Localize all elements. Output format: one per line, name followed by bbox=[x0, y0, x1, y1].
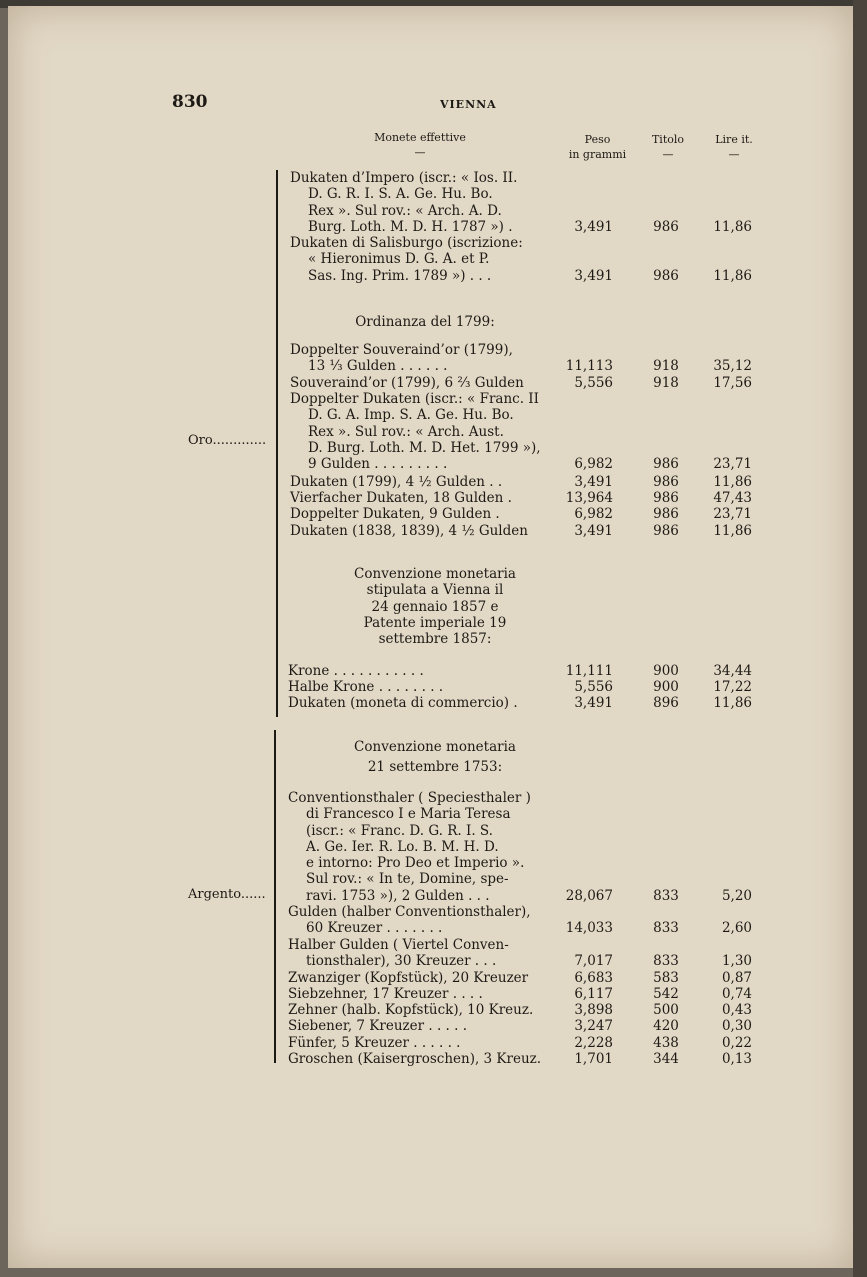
coin-description bbox=[288, 1035, 460, 1051]
coin-fineness: 986 bbox=[653, 456, 679, 473]
coin-value: 0,43 bbox=[721, 1002, 752, 1018]
coin-description bbox=[290, 391, 541, 472]
coin-fineness: 583 bbox=[653, 970, 679, 986]
coin-value: 17,22 bbox=[713, 679, 752, 695]
coin-weight: 14,033 bbox=[565, 920, 613, 937]
coin-fineness: 986 bbox=[653, 490, 679, 506]
group-gold-label: Oro............. bbox=[188, 433, 267, 448]
coin-weight: 5,556 bbox=[574, 679, 613, 695]
subhead-line: Convenzione monetaria bbox=[354, 739, 516, 755]
coin-value: 23,71 bbox=[713, 506, 752, 522]
coin-description-line: Halber Gulden ( Viertel Conven- bbox=[288, 937, 509, 953]
header-description-label: Monete effettive bbox=[374, 131, 466, 144]
header-weight bbox=[560, 132, 635, 162]
coin-weight: 5,556 bbox=[574, 375, 613, 391]
coin-weight: 6,117 bbox=[574, 986, 613, 1002]
coin-fineness: 986 bbox=[653, 523, 679, 539]
coin-description bbox=[288, 986, 483, 1002]
coin-fineness: 500 bbox=[653, 1002, 679, 1018]
group-silver-label: Argento...... bbox=[188, 887, 266, 902]
coin-value: 35,12 bbox=[713, 358, 752, 375]
coin-description-line: Vierfacher Dukaten, 18 Gulden . bbox=[290, 490, 512, 506]
coin-value: 0,13 bbox=[721, 1051, 752, 1067]
header-value bbox=[706, 132, 762, 162]
coin-description bbox=[288, 679, 443, 695]
coin-weight: 3,491 bbox=[574, 474, 613, 490]
coin-weight: 11,111 bbox=[565, 663, 613, 679]
coin-value: 0,22 bbox=[721, 1035, 752, 1051]
silver-brace bbox=[274, 730, 276, 1063]
coin-description-line: Fünfer, 5 Kreuzer . . . . . . bbox=[288, 1035, 461, 1051]
coin-fineness: 420 bbox=[653, 1018, 679, 1034]
coin-value: 2,60 bbox=[721, 920, 752, 937]
coin-description bbox=[290, 342, 513, 375]
subhead-line: stipulata a Vienna il bbox=[366, 582, 504, 599]
coin-fineness: 918 bbox=[653, 375, 679, 391]
coin-weight: 13,964 bbox=[565, 490, 613, 506]
coin-description bbox=[290, 235, 523, 284]
coin-fineness: 438 bbox=[653, 1035, 679, 1051]
coin-description bbox=[290, 490, 512, 506]
coin-weight: 6,683 bbox=[574, 970, 613, 986]
coin-description-line: 9 Gulden . . . . . . . . . bbox=[308, 456, 448, 473]
coin-description-line: « Hieronimus D. G. A. et P. bbox=[308, 251, 490, 268]
coin-fineness: 344 bbox=[653, 1051, 679, 1067]
coin-description-line: Gulden (halber Conventionsthaler), bbox=[288, 904, 531, 920]
coin-description-line: ravi. 1753 »), 2 Gulden . . . bbox=[306, 887, 490, 904]
coin-weight: 3,491 bbox=[574, 218, 613, 235]
coin-description-line: Rex ». Sul rov.: « Arch. Aust. bbox=[308, 423, 504, 440]
subhead-line: Convenzione monetaria bbox=[354, 566, 516, 582]
coin-fineness: 542 bbox=[653, 986, 679, 1002]
coin-description-line: Dukaten di Salisburgo (iscrizione: bbox=[290, 235, 523, 251]
coin-description bbox=[290, 375, 524, 391]
coin-value: 1,30 bbox=[721, 953, 752, 970]
coin-description-line: di Francesco I e Maria Teresa bbox=[306, 806, 511, 823]
coin-value: 47,43 bbox=[713, 490, 752, 506]
coin-fineness: 900 bbox=[653, 663, 679, 679]
coin-description-line: Dukaten (moneta di commercio) . bbox=[288, 695, 518, 711]
coin-fineness: 986 bbox=[653, 218, 679, 235]
coin-value: 11,86 bbox=[713, 523, 752, 539]
coin-description bbox=[288, 1002, 533, 1018]
coin-description-line: D. G. R. I. S. A. Ge. Hu. Bo. bbox=[308, 186, 493, 203]
coin-weight: 11,113 bbox=[565, 358, 613, 375]
coin-description bbox=[288, 904, 531, 937]
coin-weight: 3,491 bbox=[574, 523, 613, 539]
coin-description-line: Dukaten (1838, 1839), 4 ½ Gulden bbox=[290, 523, 528, 539]
header-weight-unit: in grammi bbox=[568, 148, 627, 161]
coin-description-line: Doppelter Souveraind’or (1799), bbox=[290, 342, 513, 358]
coin-description-line: Sas. Ing. Prim. 1789 ») . . . bbox=[308, 267, 492, 284]
coin-value: 11,86 bbox=[713, 695, 752, 711]
coin-weight: 2,228 bbox=[574, 1035, 613, 1051]
coin-description-line: e intorno: Pro Deo et Imperio ». bbox=[306, 855, 525, 872]
coin-description-line: D. Burg. Loth. M. D. Het. 1799 »), bbox=[308, 439, 541, 456]
coin-value: 11,86 bbox=[713, 267, 752, 284]
coin-description bbox=[290, 523, 528, 539]
coin-description-line: Dukaten d’Impero (iscr.: « Ios. II. bbox=[290, 170, 518, 186]
coin-description-line: Burg. Loth. M. D. H. 1787 ») . bbox=[308, 218, 513, 235]
header-fineness-label: Titolo bbox=[651, 133, 685, 146]
coin-value: 11,86 bbox=[713, 474, 752, 490]
running-head: VIENNA bbox=[440, 98, 497, 111]
coin-description bbox=[290, 506, 500, 522]
coin-weight: 3,491 bbox=[574, 267, 613, 284]
header-weight-label: Peso bbox=[584, 133, 611, 146]
coin-description-line: Halbe Krone . . . . . . . . bbox=[288, 679, 444, 695]
header-description bbox=[360, 130, 480, 160]
subhead-convention-1753 bbox=[310, 739, 560, 776]
coin-fineness: 833 bbox=[653, 953, 679, 970]
coin-description-line: Siebzehner, 17 Kreuzer . . . . bbox=[288, 986, 483, 1002]
coin-description-line: 13 ⅓ Gulden . . . . . . bbox=[308, 358, 448, 375]
coin-description bbox=[290, 474, 502, 490]
coin-description bbox=[290, 170, 517, 235]
header-value-dash: — bbox=[728, 148, 740, 161]
coin-value: 0,74 bbox=[721, 986, 752, 1002]
coin-description-line: Groschen (Kaisergroschen), 3 Kreuz. bbox=[288, 1051, 542, 1067]
coin-description-line: Doppelter Dukaten, 9 Gulden . bbox=[290, 506, 500, 522]
coin-weight: 3,491 bbox=[574, 695, 613, 711]
coin-description-line: Krone . . . . . . . . . . . bbox=[288, 663, 424, 679]
gold-brace bbox=[276, 170, 278, 717]
coin-description-line: Zehner (halb. Kopfstück), 10 Kreuz. bbox=[288, 1002, 534, 1018]
header-fineness-dash: — bbox=[662, 148, 674, 161]
coin-fineness: 986 bbox=[653, 474, 679, 490]
coin-description-line: Siebener, 7 Kreuzer . . . . . bbox=[288, 1018, 467, 1034]
coin-description-line: Rex ». Sul rov.: « Arch. A. D. bbox=[308, 202, 502, 219]
coin-fineness: 986 bbox=[653, 506, 679, 522]
coin-description-line: tionsthaler), 30 Kreuzer . . . bbox=[306, 953, 497, 970]
coin-description-line: (iscr.: « Franc. D. G. R. I. S. bbox=[306, 822, 493, 839]
coin-description-line: D. G. A. Imp. S. A. Ge. Hu. Bo. bbox=[308, 407, 514, 424]
coin-description bbox=[288, 790, 531, 904]
coin-weight: 3,898 bbox=[574, 1002, 613, 1018]
coin-weight: 6,982 bbox=[574, 456, 613, 473]
header-fineness bbox=[643, 132, 693, 162]
coin-value: 0,30 bbox=[721, 1018, 752, 1034]
coin-description-line: Doppelter Dukaten (iscr.: « Franc. II bbox=[290, 391, 539, 407]
subhead-line: settembre 1857: bbox=[378, 631, 492, 648]
coin-value: 17,56 bbox=[713, 375, 752, 391]
coin-description-line: Conventionsthaler ( Speciesthaler ) bbox=[288, 790, 531, 806]
coin-weight: 1,701 bbox=[574, 1051, 613, 1067]
coin-description-line: Dukaten (1799), 4 ½ Gulden . . bbox=[290, 474, 503, 490]
subhead-ordinance-1799: Ordinanza del 1799: bbox=[355, 314, 495, 330]
header-value-label: Lire it. bbox=[715, 133, 753, 146]
coin-description bbox=[288, 937, 509, 970]
coin-description bbox=[288, 695, 518, 711]
coin-weight: 6,982 bbox=[574, 506, 613, 522]
coin-weight: 28,067 bbox=[565, 887, 613, 904]
coin-fineness: 986 bbox=[653, 267, 679, 284]
coin-description bbox=[288, 970, 528, 986]
subhead-line: 21 settembre 1753: bbox=[367, 759, 503, 776]
coin-fineness: 900 bbox=[653, 679, 679, 695]
coin-description-line: A. Ge. Ier. R. Lo. B. M. H. D. bbox=[306, 838, 499, 855]
coin-fineness: 918 bbox=[653, 358, 679, 375]
header-description-dash: — bbox=[414, 146, 426, 159]
subhead-convention-1857 bbox=[310, 566, 560, 647]
coin-description-line: 60 Kreuzer . . . . . . . bbox=[306, 920, 443, 937]
coin-value: 5,20 bbox=[721, 887, 752, 904]
coin-fineness: 833 bbox=[653, 920, 679, 937]
coin-description bbox=[288, 1018, 467, 1034]
coin-description-line: Sul rov.: « In te, Domine, spe- bbox=[306, 871, 509, 888]
subhead-line: Patente imperiale 19 bbox=[363, 614, 507, 631]
coin-value: 34,44 bbox=[713, 663, 752, 679]
coin-description-line: Zwanziger (Kopfstück), 20 Kreuzer bbox=[288, 970, 529, 986]
page-number: 830 bbox=[172, 92, 208, 112]
coin-fineness: 896 bbox=[653, 695, 679, 711]
coin-description bbox=[288, 663, 424, 679]
coin-value: 0,87 bbox=[721, 970, 752, 986]
coin-description-line: Souveraind’or (1799), 6 ⅔ Gulden bbox=[290, 375, 524, 391]
coin-value: 23,71 bbox=[713, 456, 752, 473]
subhead-line: 24 gennaio 1857 e bbox=[371, 598, 499, 615]
coin-weight: 7,017 bbox=[574, 953, 613, 970]
coin-fineness: 833 bbox=[653, 887, 679, 904]
coin-value: 11,86 bbox=[713, 218, 752, 235]
coin-description bbox=[288, 1051, 541, 1067]
coin-weight: 3,247 bbox=[574, 1018, 613, 1034]
page-edge bbox=[853, 0, 867, 1277]
